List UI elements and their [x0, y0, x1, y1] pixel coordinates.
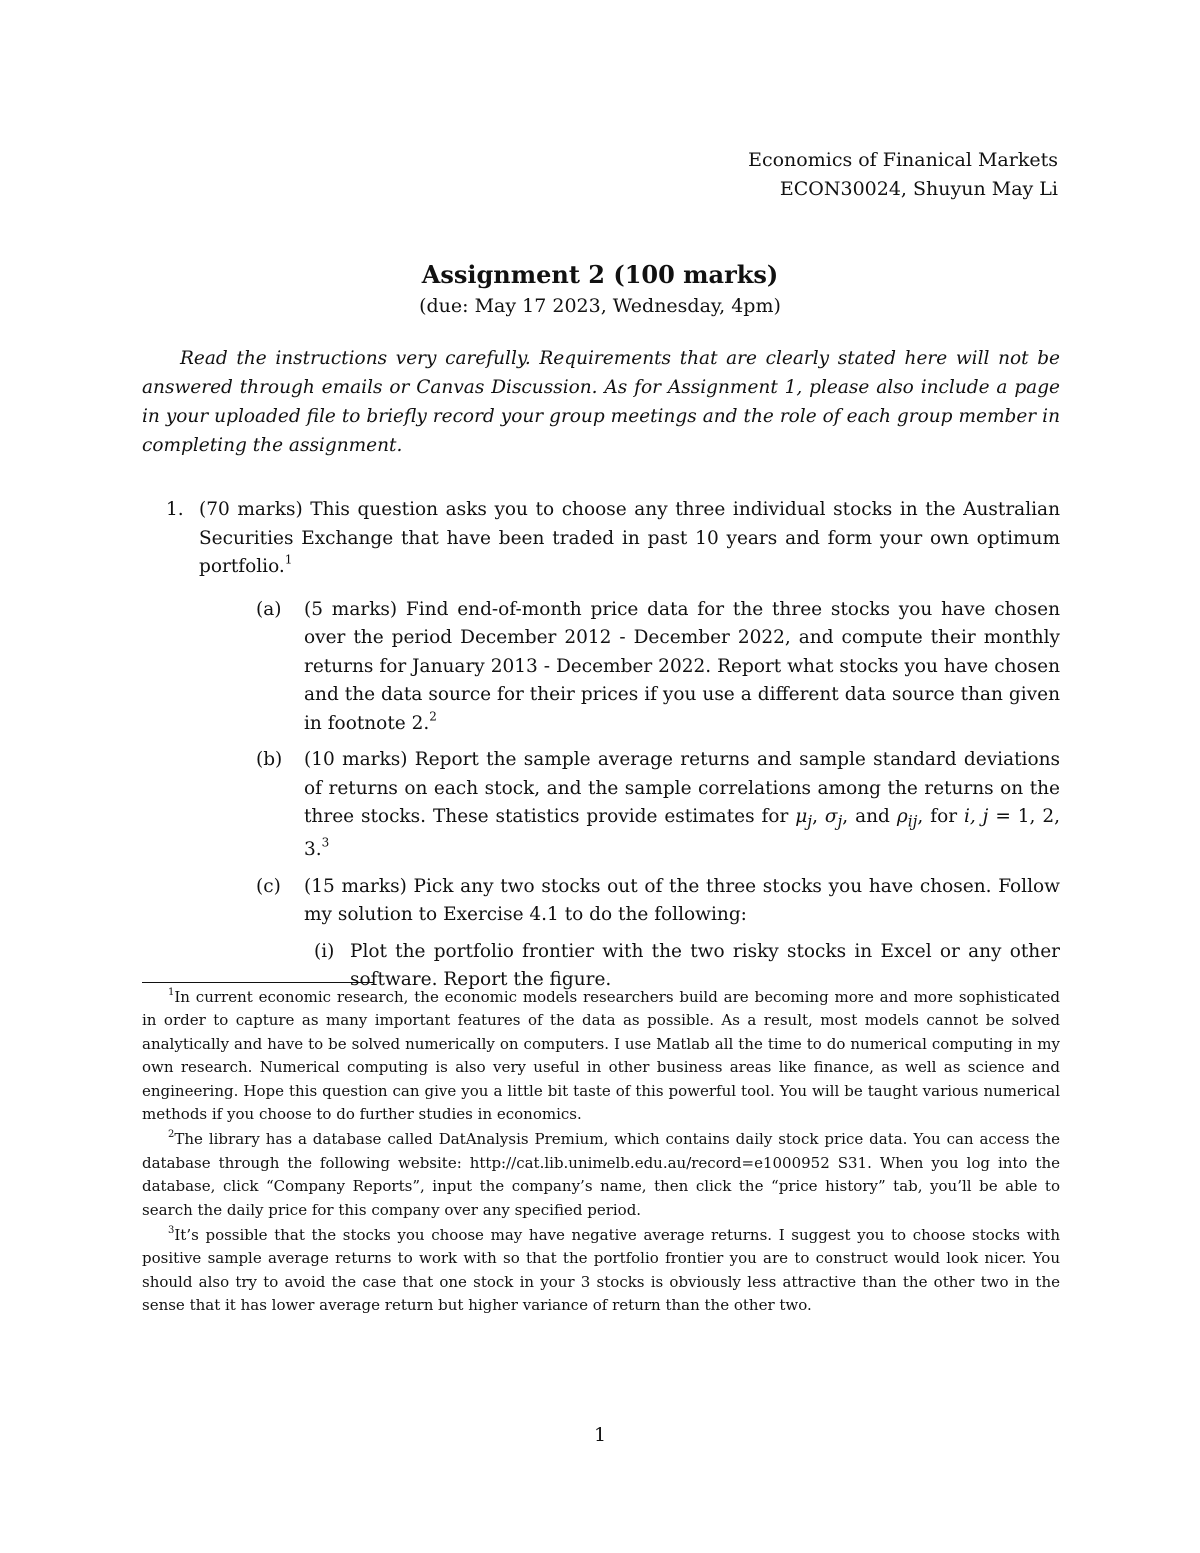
- mu-symbol: μ: [795, 806, 808, 827]
- footnote-1: [142, 986, 1060, 1126]
- part-a-text: (5 marks) Find end-of-month price data for the three stocks you have chosen over the period December 2012 - December 2022, and compute their monthly returns for January 2013 - December 2022. Report what stocks you have chosen and the data source for their prices if you use a different data source than given in footnote 2.: [304, 598, 1060, 734]
- assignment-title: Assignment 2 (100 marks): [421, 260, 779, 289]
- course-header: [748, 146, 1058, 204]
- footnote-2: [142, 1128, 1060, 1222]
- page-number: 1: [593, 1424, 607, 1446]
- question-number: 1.: [166, 499, 184, 520]
- question-1-text: (70 marks) This question asks you to choose any three individual stocks in the Australian Securities Exchange that have been traded in past 10 years and form your own optimum portfolio.: [199, 499, 1060, 577]
- mu-subscript: j: [807, 812, 813, 831]
- part-b-text: (10 marks) Report the sample average returns and sample standard deviations of returns on each stock, and the sample correlations among the returns on the three stocks. These statistics provide estimates for: [304, 749, 1060, 827]
- footnote-ref-2: 2: [429, 709, 437, 724]
- instructions-paragraph: Read the instructions very carefully. Requirements that are clearly stated here will not be answered through emails or Canvas Discussion. As for Assignment 1, please also include a page in your uploaded file to briefly record your group meetings and the role of each group member in completing the assignment.: [142, 348, 1060, 456]
- question-list: [142, 496, 1060, 995]
- part-c-i-text: Plot the portfolio frontier with the two risky stocks in Excel or any other software. Report the figure.: [350, 940, 1060, 991]
- footnote-ref-3: 3: [321, 835, 330, 850]
- separator-1: ,: [812, 806, 825, 827]
- footnote-ref-1: 1: [284, 552, 293, 567]
- sigma-subscript: j: [837, 812, 843, 831]
- part-b: [256, 746, 1060, 865]
- footnote-3: [142, 1224, 1060, 1318]
- footnote-1-mark: 1: [168, 987, 175, 998]
- sigma-symbol: σ: [824, 806, 838, 827]
- footnote-2-mark: 2: [168, 1129, 175, 1141]
- part-c-i-label: (i): [314, 940, 335, 962]
- footnote-1-text: In current economic research, the economic models researchers build are becoming more and more sophisticated in order to capture as many important features of the data as possible. As a result, most models cannot be solved analytically and have to be solved numerically on computers. I use Matlab all the time to do numerical computing in my own research. Numerical computing is also very useful in other business areas like finance, as well as science and engineering. Hope this question can give you a little bit taste of this powerful tool. You will be taught various numerical methods if you choose to do further studies in economics.: [142, 988, 1060, 1124]
- title-block: [0, 258, 1200, 320]
- index-variables: i, j: [963, 806, 989, 827]
- course-name: Economics of Finanical Markets: [748, 149, 1058, 171]
- footnote-3-mark: 3: [168, 1225, 175, 1237]
- footnote-3-text: It’s possible that the stocks you choose may have negative average returns. I suggest you to choose stocks with positive sample average returns to work with so that the portfolio frontier you are to construct would look nicer. You should also try to avoid the case that one stock in your 3 stocks is obviously less attractive than the other two in the sense that it has lower average return but higher variance of return than the other two.: [142, 1226, 1060, 1315]
- part-a-label: (a): [256, 598, 282, 620]
- question-1: [142, 496, 1060, 995]
- separator-3: , for: [917, 806, 964, 827]
- part-c-text: (15 marks) Pick any two stocks out of the three stocks you have chosen. Follow my solution to Exercise 4.1 to do the following:: [304, 875, 1060, 926]
- rho-symbol: ρ: [896, 806, 908, 827]
- part-b-label: (b): [256, 749, 283, 770]
- rho-subscript: ij: [907, 812, 918, 831]
- footnote-divider: [142, 982, 374, 983]
- part-a: [256, 596, 1060, 739]
- separator-2: , and: [842, 806, 897, 827]
- footnote-2-text: The library has a database called DatAnalysis Premium, which contains daily stock price data. You can access the database through the following website: http://cat.lib.unimelb.edu.au/record=e1000952 S31. When you log into the database, click “Company Reports”, input the company’s name, then click the “price history” tab, you’ll be able to search the daily price for this company over any specified period.: [142, 1130, 1060, 1219]
- footnotes: [142, 986, 1060, 1320]
- part-c-label: (c): [256, 875, 281, 897]
- course-code-instructor: ECON30024, Shuyun May Li: [779, 178, 1058, 200]
- due-date: (due: May 17 2023, Wednesday, 4pm): [419, 295, 781, 317]
- part-c: [256, 873, 1060, 930]
- index-values: = 1, 2, 3.: [304, 806, 1060, 861]
